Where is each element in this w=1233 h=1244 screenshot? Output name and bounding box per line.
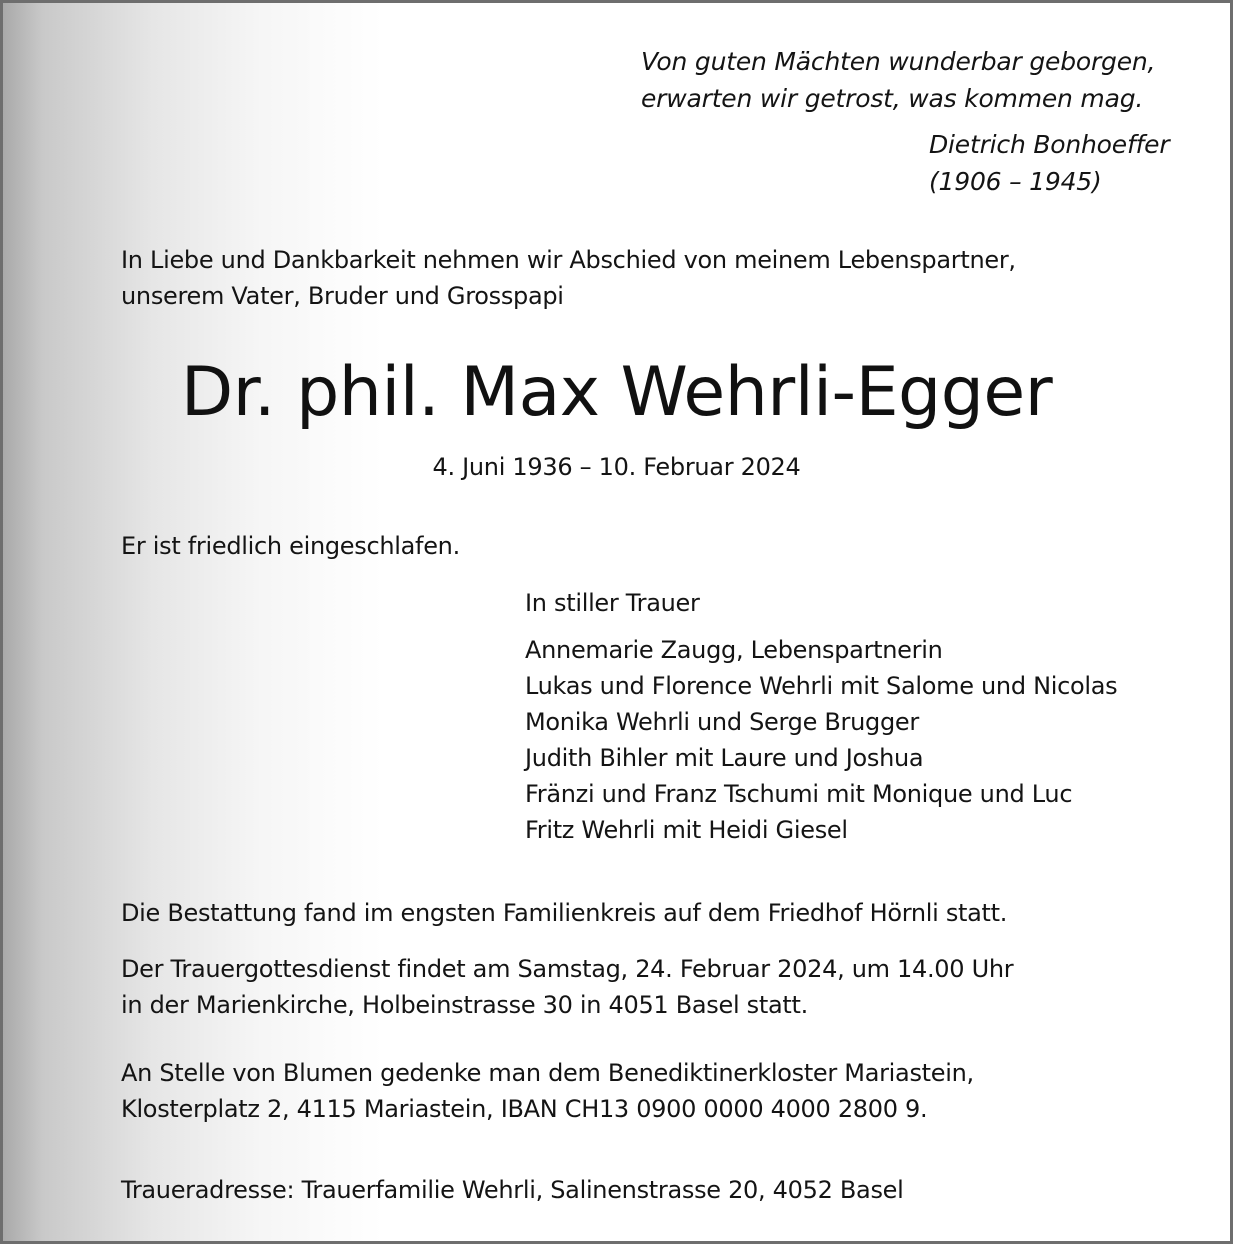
statement: Er ist friedlich eingeschlafen.	[121, 532, 460, 560]
quote-line-1: Von guten Mächten wunderbar geborgen,	[641, 47, 1156, 76]
quote-author: Dietrich Bonhoeffer	[929, 130, 1170, 159]
mourners-heading: In stiller Trauer	[525, 589, 700, 617]
mourner-name: Fritz Wehrli mit Heidi Giesel	[525, 816, 848, 844]
mourner-name: Monika Wehrli und Serge Brugger	[525, 708, 919, 736]
intro-line-2: unserem Vater, Bruder und Grosspapi	[121, 282, 564, 310]
mourner-name: Judith Bihler mit Laure und Joshua	[525, 744, 924, 772]
mourners-list	[525, 632, 1117, 848]
service-line-1: Der Trauergottesdienst findet am Samstag, 24. Februar 2024, um 14.00 Uhr	[121, 955, 1014, 983]
intro-text	[121, 242, 1016, 314]
donation-info	[121, 1055, 974, 1127]
donation-line-2: Klosterplatz 2, 4115 Mariastein, IBAN CH13 0900 0000 4000 2800 9.	[121, 1095, 928, 1123]
deceased-name: Dr. phil. Max Wehrli-Egger	[180, 353, 1053, 432]
mourner-name: Fränzi und Franz Tschumi mit Monique und Luc	[525, 780, 1073, 808]
service-info	[121, 951, 1013, 1023]
intro-line-1: In Liebe und Dankbarkeit nehmen wir Abschied von meinem Lebenspartner,	[121, 246, 1016, 274]
quote-block	[641, 43, 1155, 117]
mourner-name: Lukas und Florence Wehrli mit Salome und Nicolas	[525, 672, 1118, 700]
quote-line-2: erwarten wir getrost, was kommen mag.	[641, 84, 1144, 113]
life-dates: 4. Juni 1936 – 10. Februar 2024	[432, 453, 801, 481]
mourning-address: Traueradresse: Trauerfamilie Wehrli, Salinenstrasse 20, 4052 Basel	[121, 1176, 904, 1204]
quote-author-years: (1906 – 1945)	[929, 167, 1102, 196]
quote-attribution	[929, 126, 1169, 200]
donation-line-1: An Stelle von Blumen gedenke man dem Benediktinerkloster Mariastein,	[121, 1059, 974, 1087]
service-line-2: in der Marienkirche, Holbeinstrasse 30 in 4051 Basel statt.	[121, 991, 808, 1019]
burial-info: Die Bestattung fand im engsten Familienkreis auf dem Friedhof Hörnli statt.	[121, 899, 1008, 927]
mourner-name: Annemarie Zaugg, Lebenspartnerin	[525, 636, 943, 664]
